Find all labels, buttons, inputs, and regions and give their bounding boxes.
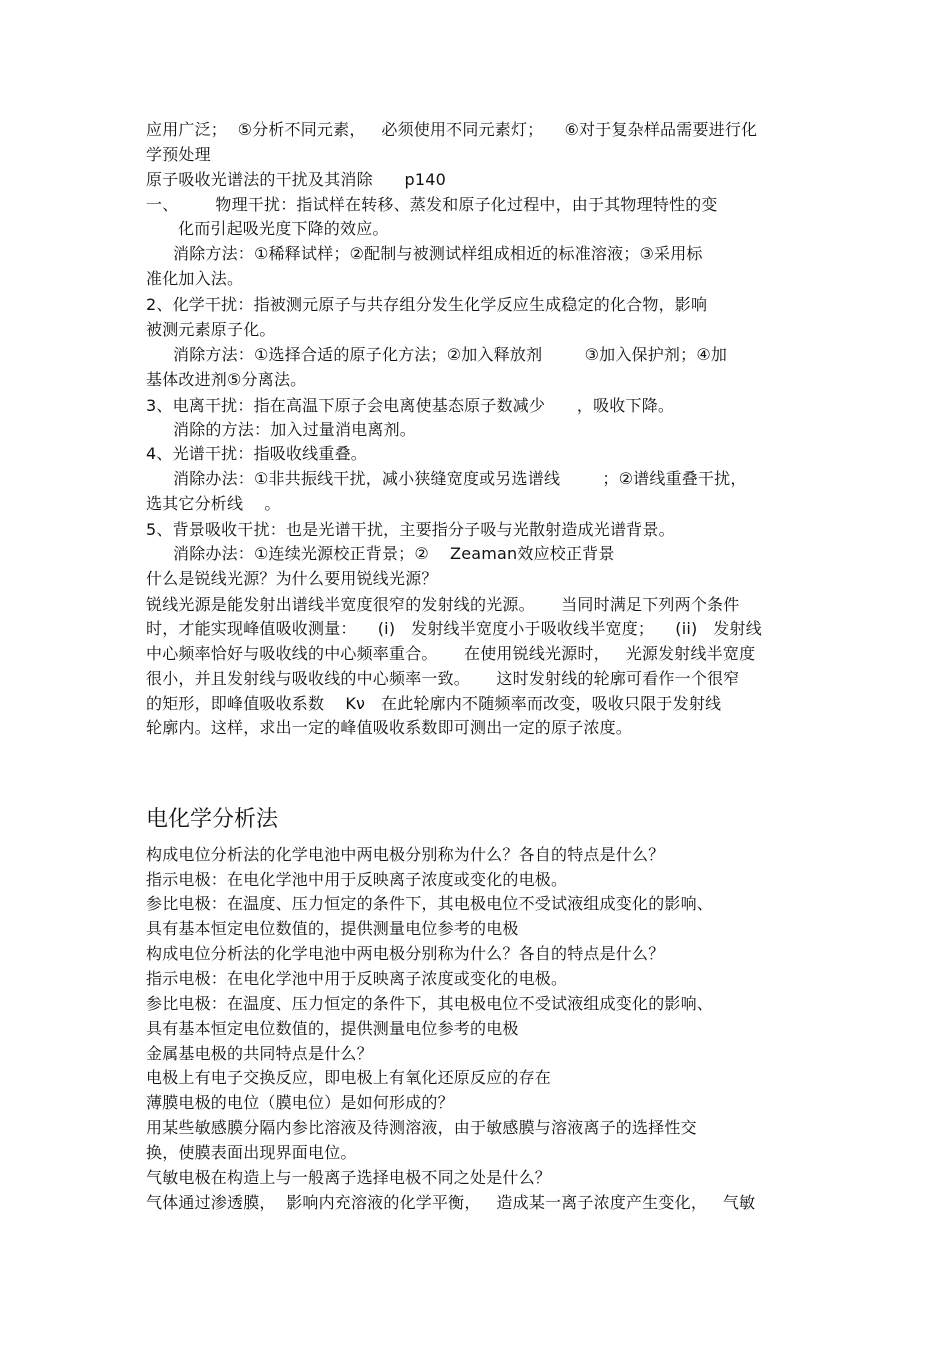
text-line: 换，使膜表面出现界面电位。: [146, 1143, 357, 1162]
text-line: 具有基本恒定电位数值的，提供测量电位参考的电极: [146, 1019, 519, 1038]
text-line: 金属基电极的共同特点是什么？: [146, 1044, 373, 1063]
text-line: 的矩形，即峰值吸收系数 Kν 在此轮廓内不随频率而改变，吸收只限于发射线: [146, 694, 722, 713]
text-line: 2、化学干扰：指被测元原子与共存组分发生化学反应生成稳定的化合物，影响: [146, 295, 708, 314]
text-line: 气敏电极在构造上与一般离子选择电极不同之处是什么？: [146, 1168, 552, 1187]
text-line: 5、背景吸收干扰：也是光谱干扰，主要指分子吸与光散射造成光谱背景。: [146, 520, 675, 539]
text-line: 应用广泛； ⑤分析不同元素， 必须使用不同元素灯； ⑥对于复杂样品需要进行化: [146, 120, 758, 139]
text-line: 原子吸收光谱法的干扰及其消除 p140: [146, 170, 447, 189]
text-line: 锐线光源是能发射出谱线半宽度很窄的发射线的光源。 当同时满足下列两个条件: [146, 595, 740, 614]
text-line: 3、电离干扰：指在高温下原子会电离使基态原子数减少 ，吸收下降。: [146, 396, 675, 415]
text-line: 电极上有电子交换反应，即电极上有氧化还原反应的存在: [146, 1068, 552, 1087]
text-line: 参比电极：在温度、压力恒定的条件下，其电极电位不受试液组成变化的影响、: [146, 994, 714, 1013]
text-line: 指示电极：在电化学池中用于反映离子浓度或变化的电极。: [146, 870, 568, 889]
text-line: 准化加入法。: [146, 269, 244, 288]
text-line: 消除的方法：加入过量消电离剂。: [173, 420, 417, 439]
text-line: 轮廓内。这样，求出一定的峰值吸收系数即可测出一定的原子浓度。: [146, 718, 633, 737]
text-line: 中心频率恰好与吸收线的中心频率重合。 在使用锐线光源时， 光源发射线半宽度: [146, 644, 756, 663]
text-line: 被测元素原子化。: [146, 320, 276, 339]
text-line: 构成电位分析法的化学电池中两电极分别称为什么？各自的特点是什么？: [146, 845, 665, 864]
text-line: 化而引起吸光度下降的效应。: [178, 219, 389, 238]
text-line: 选其它分析线 。: [146, 494, 281, 513]
text-line: 消除方法：①选择合适的原子化方法；②加入释放剂 ③加入保护剂；④加: [173, 345, 728, 364]
text-line: 4、光谱干扰：指吸收线重叠。: [146, 444, 367, 463]
text-line: 指示电极：在电化学池中用于反映离子浓度或变化的电极。: [146, 969, 568, 988]
text-line: 一、 物理干扰：指试样在转移、蒸发和原子化过程中，由于其物理特性的变: [146, 195, 718, 214]
text-line: 很小，并且发射线与吸收线的中心频率一致。 这时发射线的轮廓可看作一个很窄: [146, 669, 740, 688]
text-line: 消除办法：①连续光源校正背景；② Zeaman效应校正背景: [173, 544, 615, 563]
text-line: 时，才能实现峰值吸收测量： (i) 发射线半宽度小于吸收线半宽度； (ii) 发射线: [146, 619, 762, 638]
text-line: 构成电位分析法的化学电池中两电极分别称为什么？各自的特点是什么？: [146, 944, 665, 963]
text-line: 薄膜电极的电位（膜电位）是如何形成的？: [146, 1093, 454, 1112]
text-line: 什么是锐线光源？为什么要用锐线光源？: [146, 569, 438, 588]
section-heading: 电化学分析法: [146, 807, 279, 832]
text-line: 用某些敏感膜分隔内参比溶液及待测溶液，由于敏感膜与溶液离子的选择性交: [146, 1118, 697, 1137]
text-line: 消除方法：①稀释试样；②配制与被测试样组成相近的标准溶液；③采用标: [173, 244, 703, 263]
text-line: 气体通过渗透膜， 影响内充溶液的化学平衡， 造成某一离子浓度产生变化， 气敏: [146, 1193, 756, 1212]
text-line: 学预处理: [146, 145, 211, 164]
text-line: 消除办法：①非共振线干扰，减小狭缝宽度或另选谱线 ；②谱线重叠干扰，: [173, 469, 747, 488]
text-line: 参比电极：在温度、压力恒定的条件下，其电极电位不受试液组成变化的影响、: [146, 894, 714, 913]
text-line: 具有基本恒定电位数值的，提供测量电位参考的电极: [146, 919, 519, 938]
text-line: 基体改进剂⑤分离法。: [146, 370, 307, 389]
